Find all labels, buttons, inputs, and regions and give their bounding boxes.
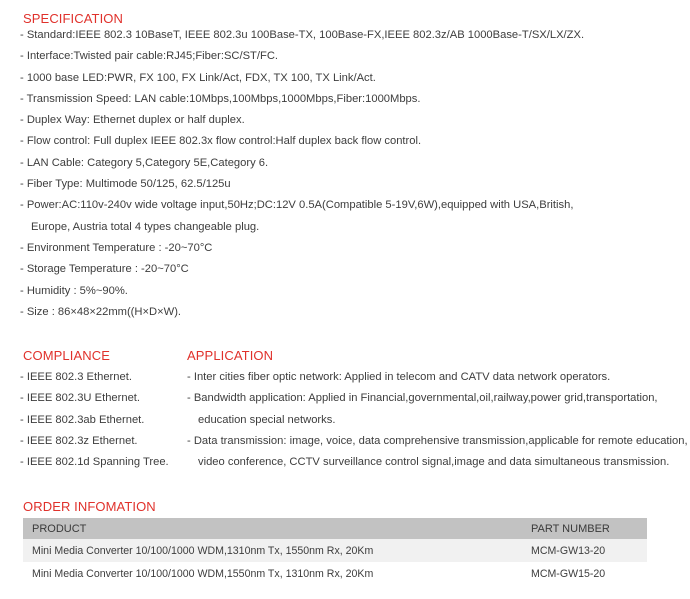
compliance-heading: COMPLIANCE <box>23 348 110 363</box>
spec-item: - Fiber Type: Multimode 50/125, 62.5/125u <box>20 178 231 191</box>
part-number-column-header: PART NUMBER <box>519 518 647 539</box>
order-heading: ORDER INFOMATION <box>23 499 156 514</box>
compliance-item: - IEEE 802.1d Spanning Tree. <box>20 456 169 469</box>
compliance-list <box>20 367 169 473</box>
specification-heading: SPECIFICATION <box>23 11 124 26</box>
compliance-item: - IEEE 802.3 Ethernet. <box>20 371 132 383</box>
spec-item: - Flow control: Full duplex IEEE 802.3x flow control:Half duplex back flow control. <box>20 135 422 148</box>
product-column-header: PRODUCT <box>23 518 519 539</box>
spec-item: - Transmission Speed: LAN cable:10Mbps,100Mbps,1000Mbps,Fiber:1000Mbps. <box>20 92 421 105</box>
spec-item: - Power:AC:110v-240v wide voltage input,50Hz;DC:12V 0.5A(Compatible 5-19V,6W),equipped with USA,British, <box>20 199 574 212</box>
spec-item-continuation: Europe, Austria total 4 types changeable plug. <box>31 220 260 233</box>
part-number-cell: MCM-GW15-20 <box>531 567 606 580</box>
spec-item: - Standard:IEEE 802.3 10BaseT, IEEE 802.3u 100Base-TX, 100Base-FX,IEEE 802.3z/AB 1000Base-T/SX/LX/ZX. <box>20 29 585 41</box>
product-cell: Mini Media Converter 10/100/1000 WDM,1310nm Tx, 1550nm Rx, 20Km <box>23 539 519 562</box>
spec-item: - Humidity : 5%~90%. <box>20 284 128 297</box>
spec-item: - Storage Temperature : -20~70°C <box>20 263 189 276</box>
application-item-continuation: video conference, CCTV surveillance control signal,image and data simultaneous transmission. <box>198 456 670 469</box>
application-list <box>187 367 688 473</box>
part-number-cell: MCM-GW13-20 <box>519 539 647 562</box>
spec-item: - Duplex Way: Ethernet duplex or half duplex. <box>20 114 245 127</box>
application-item: - Data transmission: image, voice, data comprehensive transmission,applicable for remote education, <box>187 434 688 447</box>
product-cell: Mini Media Converter 10/100/1000 WDM,1550nm Tx, 1310nm Rx, 20Km <box>32 567 374 580</box>
compliance-item: - IEEE 802.3z Ethernet. <box>20 434 138 447</box>
application-heading: APPLICATION <box>187 348 274 363</box>
specification-list <box>20 25 584 323</box>
table-row <box>23 562 647 585</box>
compliance-item: - IEEE 802.3U Ethernet. <box>20 392 141 405</box>
spec-item: - 1000 base LED:PWR, FX 100, FX Link/Act, FDX, TX 100, TX Link/Act. <box>20 71 376 84</box>
spec-item: - LAN Cable: Category 5,Category 5E,Category 6. <box>20 156 269 169</box>
application-item-continuation: education special networks. <box>198 413 336 426</box>
table-row <box>23 539 647 562</box>
application-item: - Inter cities fiber optic network: Applied in telecom and CATV data network operators. <box>187 371 611 383</box>
spec-item: - Size : 86×48×22mm((H×D×W). <box>20 305 182 318</box>
application-item: - Bandwidth application: Applied in Financial,governmental,oil,railway,power grid,transportation, <box>187 392 658 405</box>
spec-item: - Interface:Twisted pair cable:RJ45;Fiber:SC/ST/FC. <box>20 50 279 63</box>
spec-item: - Environment Temperature : -20~70°C <box>20 241 213 254</box>
compliance-item: - IEEE 802.3ab Ethernet. <box>20 413 145 426</box>
order-table-header-row <box>23 518 647 539</box>
order-table <box>23 518 647 585</box>
